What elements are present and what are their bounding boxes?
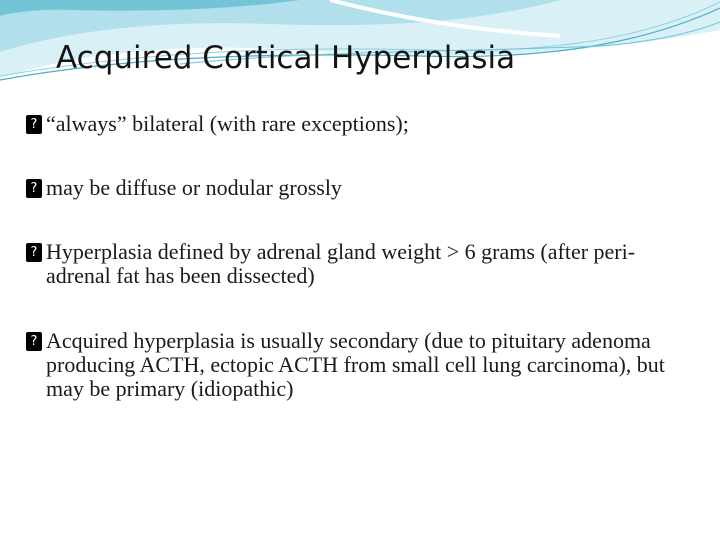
bullet-text: “always” bilateral (with rare exceptions); bbox=[46, 111, 409, 136]
missing-glyph-bullet-icon: ? bbox=[26, 332, 42, 351]
bullet-item bbox=[26, 176, 686, 200]
bullet-item bbox=[26, 329, 686, 401]
bullet-list bbox=[26, 110, 686, 401]
bullet-item bbox=[26, 112, 686, 136]
slide-title: Acquired Cortical Hyperplasia bbox=[56, 40, 516, 76]
missing-glyph-bullet-icon: ? bbox=[26, 115, 42, 134]
bullet-text: may be diffuse or nodular grossly bbox=[46, 175, 342, 200]
bullet-item bbox=[26, 240, 686, 288]
missing-glyph-bullet-icon: ? bbox=[26, 179, 42, 198]
bullet-text: Hyperplasia defined by adrenal gland weight > 6 grams (after peri-adrenal fat has been dissected) bbox=[46, 239, 636, 288]
bullet-text: Acquired hyperplasia is usually secondary (due to pituitary adenoma producing ACTH, ectopic ACTH from small cell lung carcinoma), but may be primary (idiopathic) bbox=[46, 328, 665, 401]
missing-glyph-bullet-icon: ? bbox=[26, 243, 42, 262]
